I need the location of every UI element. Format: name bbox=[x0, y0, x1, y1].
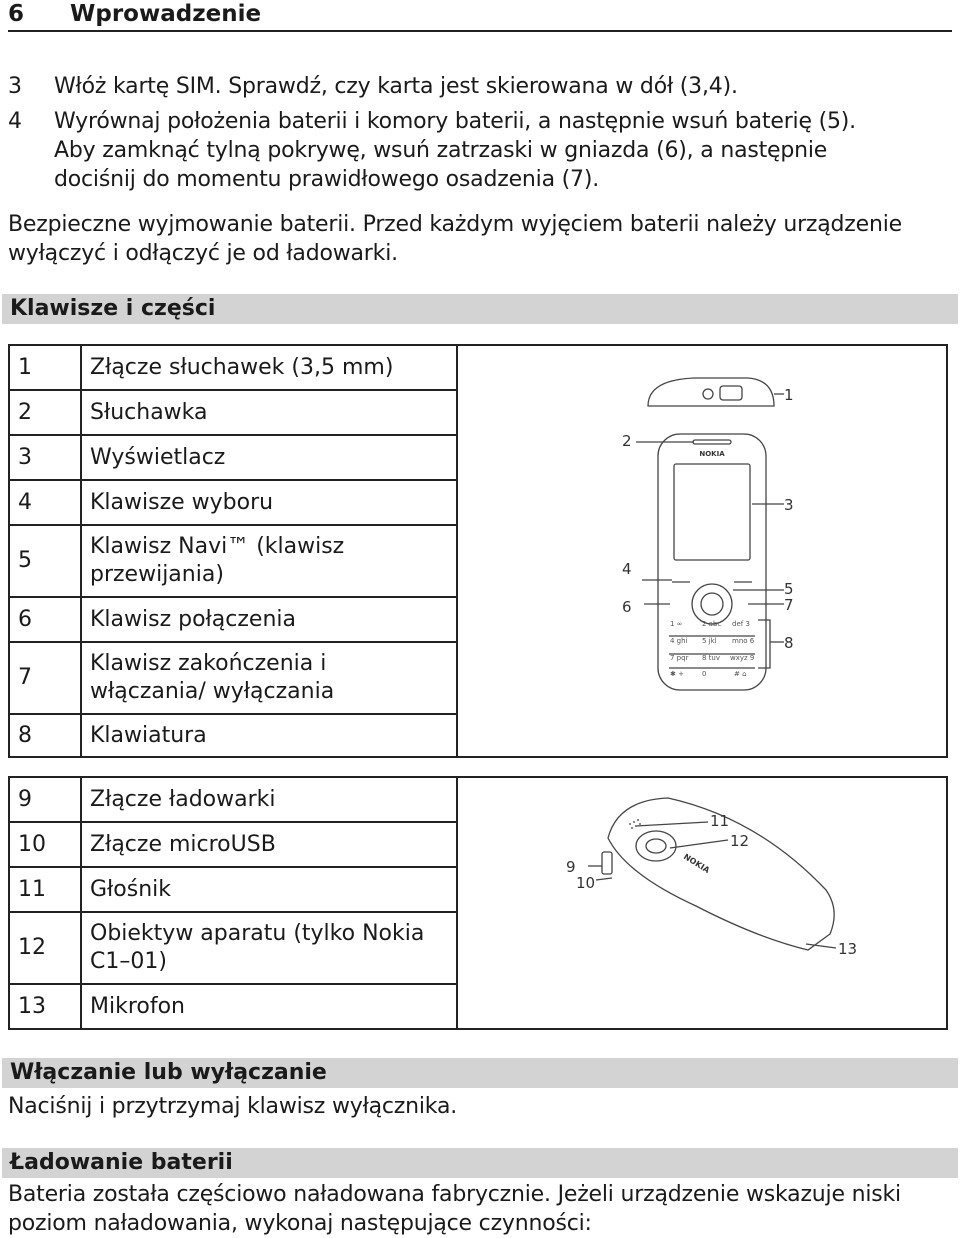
table-row bbox=[10, 984, 457, 1028]
keypad-key: 1 ∞ bbox=[670, 620, 683, 628]
part-label: Mikrofon bbox=[81, 984, 457, 1028]
callout-3: 3 bbox=[784, 496, 794, 514]
callout-10: 10 bbox=[576, 874, 596, 892]
part-number: 12 bbox=[10, 912, 81, 984]
front-parts-panel bbox=[8, 344, 948, 758]
callout-4: 4 bbox=[622, 560, 632, 578]
callout-5: 5 bbox=[784, 580, 794, 598]
power-instruction: Naciśnij i przytrzymaj klawisz wyłącznika. bbox=[8, 1094, 458, 1119]
camera-lens-shape bbox=[636, 831, 676, 861]
part-number: 8 bbox=[10, 714, 81, 756]
part-label: Klawisze wyboru bbox=[81, 480, 457, 525]
part-label: Klawisz połączenia bbox=[81, 597, 457, 642]
step-4 bbox=[8, 107, 888, 197]
keypad-key: 4 ghi bbox=[670, 637, 688, 645]
phone-front-diagram bbox=[458, 346, 946, 756]
part-number: 11 bbox=[10, 867, 81, 912]
table-row bbox=[10, 597, 457, 642]
step-3 bbox=[8, 72, 938, 102]
table-row bbox=[10, 867, 457, 912]
keypad-key: 8 tuv bbox=[702, 654, 721, 662]
callout-7: 7 bbox=[784, 596, 794, 614]
keypad-key: 0 bbox=[702, 670, 707, 678]
table-row bbox=[10, 390, 457, 435]
table-row bbox=[10, 480, 457, 525]
callout-13: 13 bbox=[838, 940, 858, 958]
part-label: Złącze microUSB bbox=[81, 822, 457, 867]
part-number: 7 bbox=[10, 642, 81, 714]
navi-key-shape bbox=[692, 584, 732, 624]
part-number: 6 bbox=[10, 597, 81, 642]
charger-connector-shape bbox=[602, 852, 612, 874]
callout-11: 11 bbox=[710, 812, 730, 830]
phone-back-diagram bbox=[458, 778, 946, 1028]
back-parts-panel bbox=[8, 776, 948, 1030]
headset-connector-shape bbox=[720, 386, 742, 400]
charging-section-title: Ładowanie baterii bbox=[2, 1148, 958, 1178]
table-row bbox=[10, 912, 457, 984]
step-number: 4 bbox=[8, 109, 22, 134]
keypad-key: 7 pqr bbox=[670, 654, 689, 662]
part-label: Głośnik bbox=[81, 867, 457, 912]
part-label: Słuchawka bbox=[81, 390, 457, 435]
callout-9: 9 bbox=[566, 858, 576, 876]
step-number: 3 bbox=[8, 74, 22, 99]
part-label: Klawiatura bbox=[81, 714, 457, 756]
part-label: Wyświetlacz bbox=[81, 435, 457, 480]
part-label: Złącze ładowarki bbox=[81, 778, 457, 822]
phone-top-view bbox=[648, 378, 774, 406]
chapter-number: 6 bbox=[8, 1, 25, 27]
table-row bbox=[10, 778, 457, 822]
table-row bbox=[10, 346, 457, 390]
part-label: Obiektyw aparatu (tylko Nokia C1–01) bbox=[81, 912, 457, 984]
keys-section-title: Klawisze i części bbox=[2, 294, 958, 324]
chapter-header bbox=[8, 0, 952, 32]
callout-1: 1 bbox=[784, 386, 794, 404]
keypad-key: 2 abc bbox=[702, 620, 722, 628]
callout-6: 6 bbox=[622, 598, 632, 616]
brand-label: NOKIA bbox=[699, 450, 725, 458]
callout-8: 8 bbox=[784, 634, 794, 652]
front-parts-table bbox=[10, 346, 458, 756]
table-row bbox=[10, 642, 457, 714]
keypad-key: 5 jkl bbox=[702, 637, 717, 645]
step-text: Wyrównaj położenia baterii i komory baterii, a następnie wsuń baterię (5). Aby zamknąć tylną pokrywę, wsuń zatrzaski w gniazda (6), a następnie dociśnij do momentu prawidłowego osadzenia (7). bbox=[54, 109, 856, 192]
keypad-key: wxyz 9 bbox=[730, 654, 755, 662]
table-row bbox=[10, 714, 457, 756]
back-brand-label: NOKIA bbox=[681, 852, 712, 875]
table-row bbox=[10, 525, 457, 597]
part-label: Złącze słuchawek (3,5 mm) bbox=[81, 346, 457, 390]
step-text: Włóż kartę SIM. Sprawdź, czy karta jest skierowana w dół (3,4). bbox=[54, 74, 738, 99]
part-number: 10 bbox=[10, 822, 81, 867]
callout-12: 12 bbox=[730, 832, 750, 850]
keypad-key: ✱ + bbox=[670, 670, 684, 678]
part-label: Klawisz Navi™ (klawisz przewijania) bbox=[81, 525, 457, 597]
table-row bbox=[10, 435, 457, 480]
earpiece-shape bbox=[693, 440, 731, 444]
table-row bbox=[10, 822, 457, 867]
part-number: 5 bbox=[10, 525, 81, 597]
part-number: 9 bbox=[10, 778, 81, 822]
keypad-key: mno 6 bbox=[732, 637, 755, 645]
part-number: 13 bbox=[10, 984, 81, 1028]
part-number: 4 bbox=[10, 480, 81, 525]
callout-2: 2 bbox=[622, 432, 632, 450]
back-parts-table bbox=[10, 778, 458, 1028]
keypad-key: # ⌂ bbox=[734, 670, 747, 678]
part-number: 2 bbox=[10, 390, 81, 435]
power-section-title: Włączanie lub wyłączanie bbox=[2, 1058, 958, 1088]
keypad-key: def 3 bbox=[732, 620, 750, 628]
part-label: Klawisz zakończenia i włączania/ wyłączania bbox=[81, 642, 457, 714]
chapter-title: Wprowadzenie bbox=[70, 1, 262, 27]
part-number: 1 bbox=[10, 346, 81, 390]
part-number: 3 bbox=[10, 435, 81, 480]
safe-removal-note: Bezpieczne wyjmowanie baterii. Przed każdym wyjęciem baterii należy urządzenie wyłączyć i odłączyć je od ładowarki. bbox=[8, 212, 902, 266]
charging-instruction: Bateria została częściowo naładowana fabrycznie. Jeżeli urządzenie wskazuje niski poziom naładowania, wykonaj następujące czynności: bbox=[8, 1182, 901, 1236]
display-shape bbox=[674, 464, 750, 560]
